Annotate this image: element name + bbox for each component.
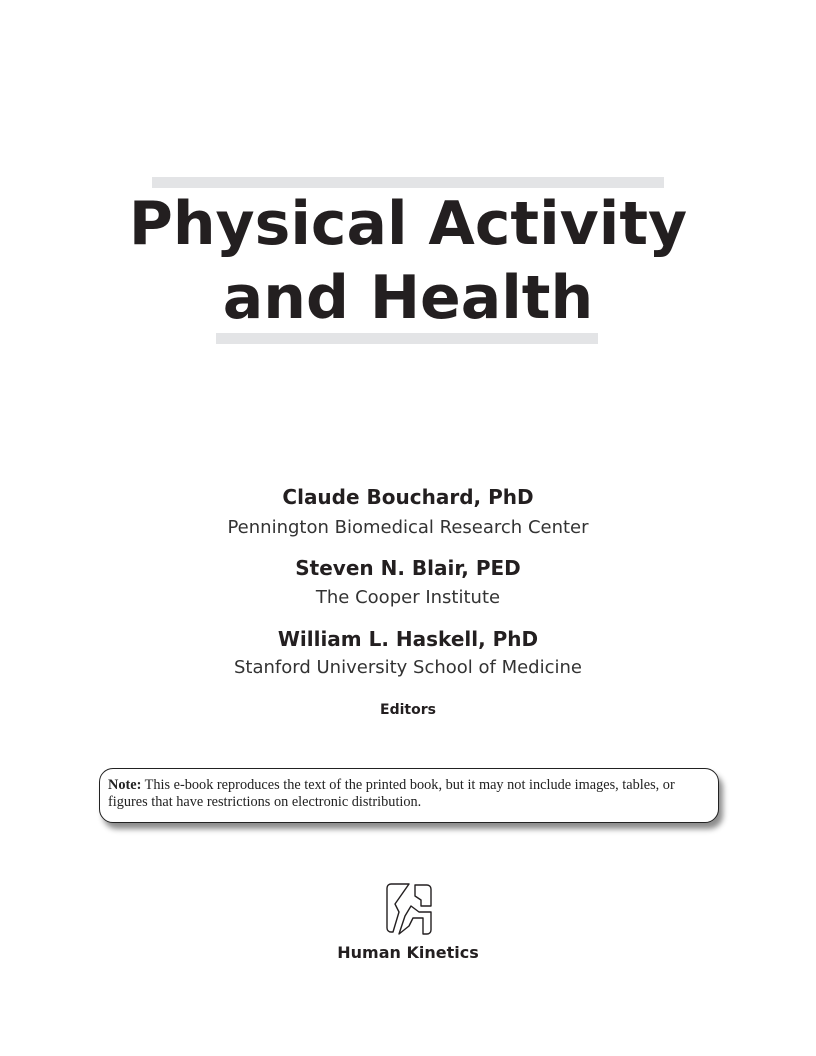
book-title-line1: Physical Activity [128, 189, 688, 259]
title-top-rule [152, 177, 664, 188]
note-label: Note: [108, 777, 142, 793]
editor-name: Claude Bouchard, PhD [282, 485, 534, 509]
editor-affiliation: Stanford University School of Medicine [234, 657, 582, 678]
editor-name: Steven N. Blair, PED [295, 556, 521, 580]
human-kinetics-runner-logo-icon [385, 882, 433, 936]
editor-affiliation: Pennington Biomedical Research Center [227, 517, 589, 538]
editor-name: William L. Haskell, PhD [277, 627, 539, 651]
publisher-name: Human Kinetics [337, 943, 479, 962]
book-title-line2: and Health [222, 263, 594, 333]
title-bottom-rule [216, 333, 598, 344]
note-text: This e-book reproduces the text of the printed book, but it may not include images, tables, or figures that have restrictions on electronic distribution. [108, 777, 675, 810]
editors-label: Editors [380, 702, 436, 718]
editor-affiliation: The Cooper Institute [315, 587, 501, 608]
ebook-note-box [99, 768, 719, 823]
